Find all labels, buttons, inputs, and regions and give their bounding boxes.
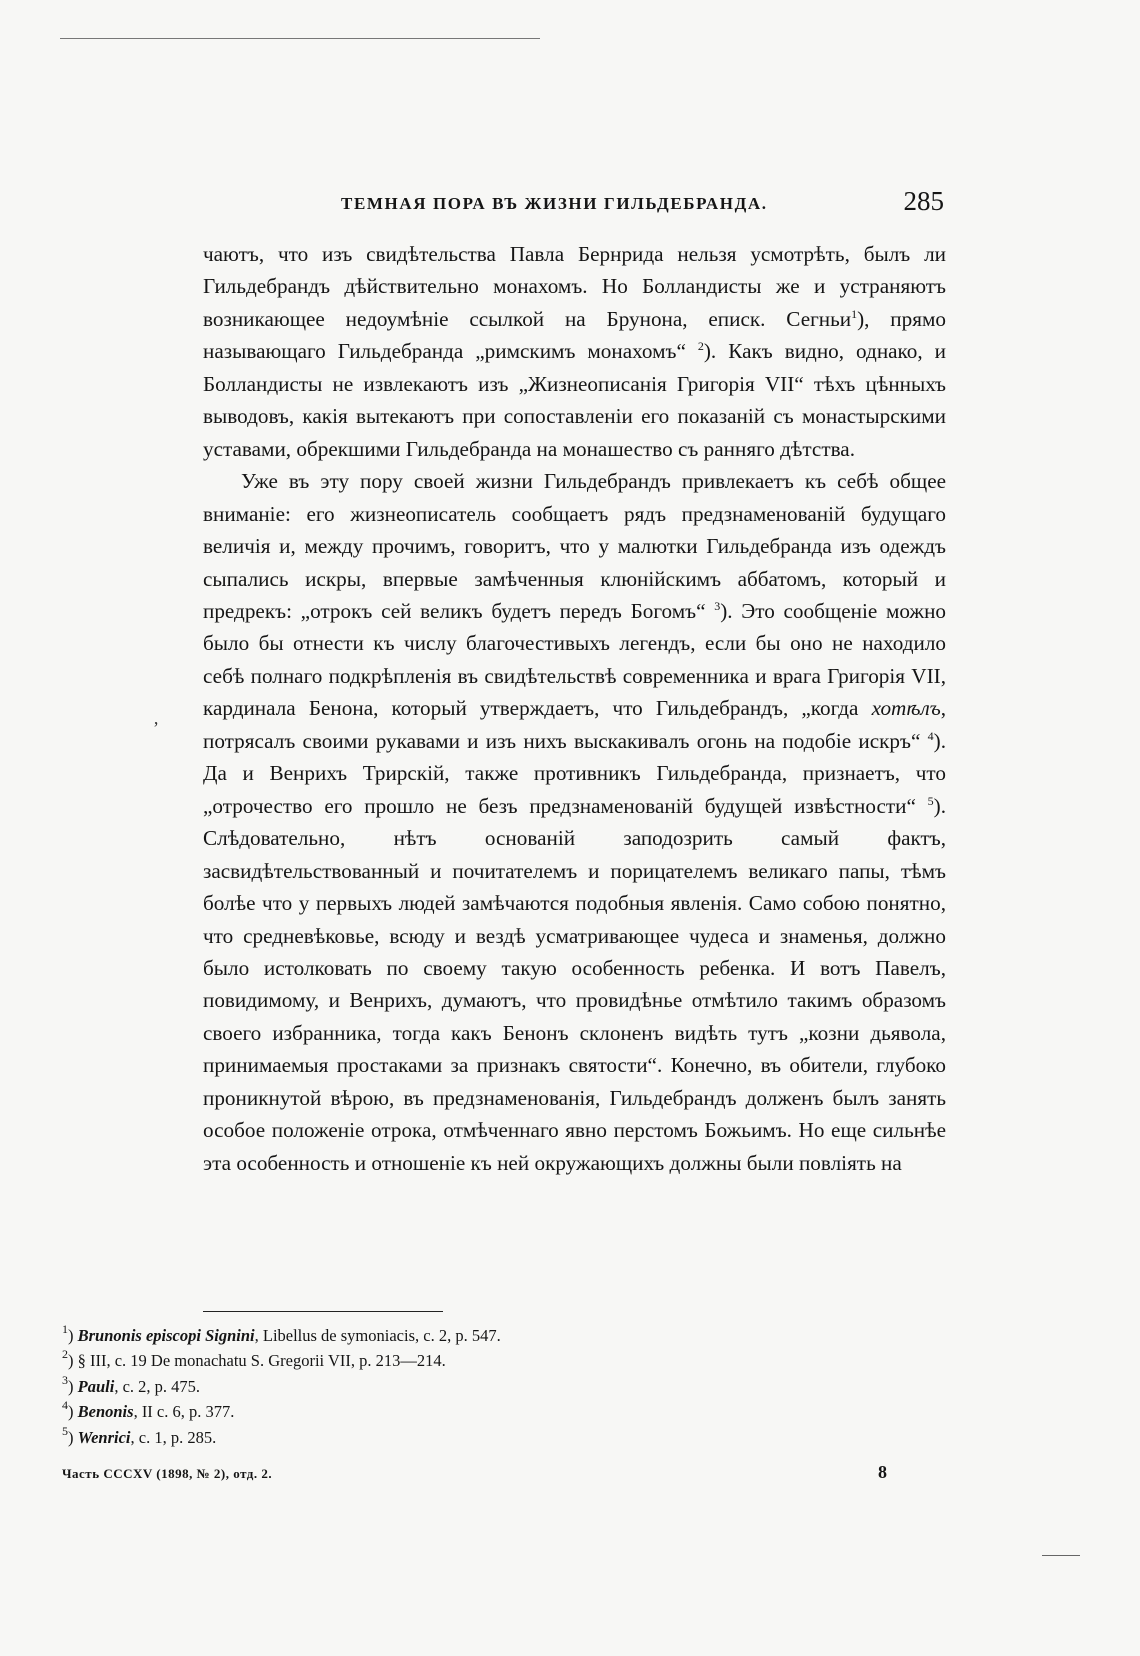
footnote-author: Benonis: [77, 1402, 134, 1422]
paragraph-2: [203, 465, 946, 1179]
footnote-text: , c. 2, p. 475.: [114, 1376, 201, 1396]
footnote-author: Pauli: [77, 1376, 115, 1396]
footnote-ref: 1: [851, 306, 858, 321]
emphasis: хотѣлъ: [871, 696, 941, 721]
footnote-ref: 4: [927, 728, 934, 743]
text-run: ). Слѣдовательно, нѣтъ основаній заподозрить самый фактъ, засвидѣтельствованный и почитателемъ и порицателемъ великаго папы, тѣмъ болѣе что у первыхъ людей замѣчаются подобныя явленія. Само собою понятно, что средневѣковье, всюду и вездѣ усматривающее чудеса и знаменья, должно было истолковать по своему такую особенность ребенка. И вотъ Павелъ, повидимому, и Венрихъ, думаютъ, что провидѣнье отмѣтило такимъ образомъ своего избранника, тогда какъ Бенонъ склоненъ видѣть тутъ „козни дьявола, принимаемыя простаками за признакъ святости“. Конечно, въ обители, глубоко проникнутой вѣрою, въ предзнаменованія, Гильдебрандъ долженъ былъ занять особое положеніе отрока, отмѣченнаго явно перстомъ Божьимъ. Но еще сильнѣе эта особенность и отношеніе къ ней окружающихъ должны были повліять на: [203, 793, 946, 1175]
sheet-signature: 8: [878, 1462, 887, 1482]
footnote-rule: [203, 1311, 443, 1312]
text-run: ). Какъ видно, однако, и Болландисты не извлекаютъ изъ „Жизнеописанія Григорія VII“ тѣхъ цѣнныхъ выводовъ, какія вытекаютъ при сопоставленіи его показаній съ монастырскими уставами, обрекшими Гильдебранда на монашество съ ранняго дѣтства.: [203, 339, 946, 461]
running-title: ТЕМНАЯ ПОРА ВЪ ЖИЗНИ ГИЛЬДЕБРАНДА.: [341, 194, 768, 213]
text-run: чаютъ, что изъ свидѣтельства Павла Бернрида нельзя усмотрѣть, былъ ли Гильдебрандъ дѣйствительно монахомъ. Но Болландисты же и устраняютъ возникающее недоумѣніе ссылкой на Брунона, еписк. Сегньи: [203, 242, 946, 331]
text-run: Уже въ эту пору своей жизни Гильдебрандъ привлекаетъ къ себѣ общее вниманіе: его жизнеописатель сообщаетъ рядъ предзнаменованій будущаго величія и, между прочимъ, говоритъ, что у малютки Гильдебранда изъ одеждъ сыпались искры, впервые замѣченныя клюнійскимъ аббатомъ, который и предрекъ: „отрокъ сей великъ будетъ передъ Богомъ“: [203, 469, 946, 623]
footnote-mark: 2: [62, 1347, 68, 1362]
page-header: [203, 186, 946, 220]
footnote: $^5$) Wenrici, c. 1, p. 285.: [62, 1423, 217, 1447]
footnote-text: § III, c. 19 De monachatu S. Gregorii VII, p. 213—214.: [77, 1351, 446, 1371]
footnote: $^4$) Benonis, II c. 6, p. 377.: [62, 1398, 235, 1422]
margin-mark: ‚: [153, 708, 159, 728]
text-run: ), прямо называющаго Гильдебранда „римскимъ монахомъ“: [203, 306, 946, 364]
footnote-ref: 5: [927, 793, 934, 808]
footnote-mark: 4: [62, 1398, 68, 1413]
text-run: ). Это сообщеніе можно было бы отнести къ числу благочестивыхъ легендъ, если бы оно не находило себѣ полнаго подкрѣпленія въ свидѣтельствѣ современника и врага Григорія VII, кардинала Бенона, который утверждаетъ, что Гильдебрандъ, „когда: [203, 598, 946, 721]
top-scan-rule: [60, 38, 540, 39]
footnote-ref: 2: [697, 339, 704, 354]
footnote-text: , c. 1, p. 285.: [130, 1427, 217, 1447]
footnote-mark: 1: [62, 1322, 68, 1336]
page-number: 285: [903, 186, 944, 216]
footnote-mark: 5: [62, 1423, 68, 1438]
footnote: $^3$) Pauli, c. 2, p. 475.: [62, 1372, 201, 1396]
footnote: $^2$) § III, c. 19 De monachatu S. Gregorii VII, p. 213—214.: [62, 1347, 446, 1371]
footnote-author: Wenrici: [77, 1427, 131, 1447]
footnote-ref: 3: [714, 598, 721, 613]
footnote: $^1$) Brunonis episcopi Signini, Libellus de symoniacis, c. 2, p. 547.: [62, 1322, 501, 1345]
text-run: , потрясалъ своими рукавами и изъ нихъ выскакивалъ огонь на подобіе искръ“: [203, 696, 946, 753]
footnote-text: , Libellus de symoniacis, c. 2, p. 547.: [254, 1326, 501, 1345]
footnotes: [62, 1323, 742, 1450]
footnote-mark: 3: [62, 1372, 68, 1387]
imprint-line: Часть CCCXV (1898, № 2), отд. 2.: [62, 1466, 273, 1481]
text-run: ). Да и Венрихъ Трирскій, также противникъ Гильдебранда, признаетъ, что „отрочество его прошло не безъ предзнаменованій будущей извѣстности“: [203, 728, 946, 818]
bottom-scan-rule: [1042, 1555, 1080, 1556]
footnote-text: , II c. 6, p. 377.: [133, 1402, 235, 1422]
paragraph-1: [203, 238, 946, 465]
body-text: [203, 238, 946, 1179]
footnote-author: Brunonis episcopi Signini: [77, 1326, 255, 1345]
